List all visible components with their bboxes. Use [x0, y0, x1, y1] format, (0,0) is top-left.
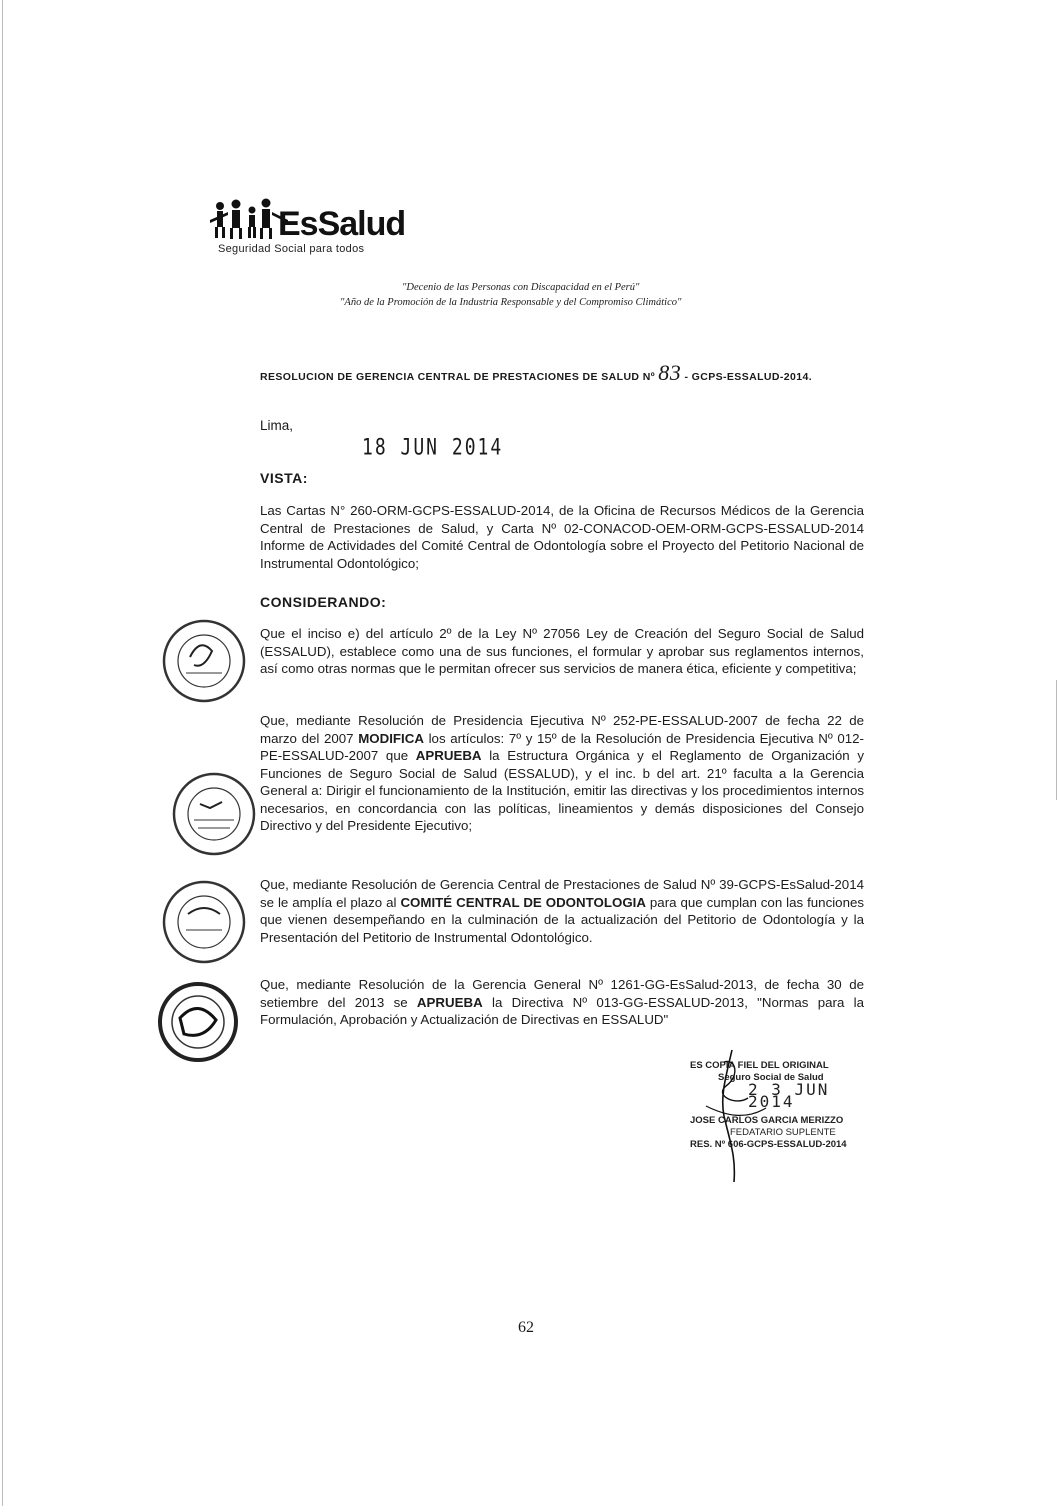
place: Lima, [260, 418, 294, 433]
p3-bold-comite: COMITÉ CENTRAL DE ODONTOLOGIA [400, 894, 646, 910]
considerando-paragraph-4 [260, 976, 864, 1029]
resolution-title-suffix: - GCPS-ESSALUD-2014. [684, 371, 813, 383]
vista-heading: VISTA: [260, 470, 308, 486]
resolution-title [260, 360, 812, 386]
signature-icon [696, 1046, 776, 1186]
certification-line-2: Seguro Social de Salud [718, 1072, 824, 1083]
considerando-paragraph-1: Que el inciso e) del artículo 2º de la Ley Nº 27056 Ley de Creación del Seguro Social de Salud (ESSALUD), establece como una de sus funciones, el formular y aprobar sus reglamentos internos, así como otras normas que le permitan ofrecer sus servicios de manera ética, eficiente y competitiva; [260, 626, 864, 676]
resolution-number: 83 [658, 360, 682, 385]
logo-wordmark: EsSalud [278, 205, 406, 243]
certification-line-5: RES. Nº 606-GCPS-ESSALUD-2014 [690, 1139, 847, 1150]
certification-line-1: ES COPIA FIEL DEL ORIGINAL [690, 1060, 829, 1071]
p2-bold-aprueba: APRUEBA [415, 748, 482, 763]
certification-date: 2 3 JUN 2014 [748, 1080, 830, 1111]
motto-line-2: "Año de la Promoción de la Industria Responsable y del Compromiso Climático" [340, 297, 682, 308]
date-stamp: 18 JUN 2014 [362, 434, 504, 461]
logo-tagline: Seguridad Social para todos [218, 243, 365, 255]
approval-seal-icon [170, 770, 258, 858]
p2-text-c: los artículos: 7º y 15º de la Resolución de Presidencia Ejecutiva Nº 012-PE-ESSALUD-2007 que [260, 730, 864, 763]
approval-seal-icon [154, 978, 242, 1066]
resolution-title-prefix: RESOLUCION DE GERENCIA CENTRAL DE PRESTACIONES DE SALUD Nº [260, 371, 655, 383]
approval-seal-icon [160, 617, 248, 705]
p3-text-a: Que, mediante Resolución de Gerencia Central de Prestaciones de Salud Nº 39-GCPS-EsSalud-2014 se le amplía el plazo al [260, 877, 864, 910]
p4-text-a: Que, mediante Resolución de la Gerencia General Nº 1261-GG-EsSalud-2013, de fecha 30 de setiembre del 2013 se [260, 977, 864, 1010]
certification-line-3: JOSE CARLOS GARCIA MERIZZO [690, 1115, 844, 1126]
approval-seal-icon [160, 878, 248, 966]
considerando-paragraph-3 [260, 876, 864, 946]
considerando-paragraph-2 [260, 712, 864, 835]
scan-edge-left [2, 0, 3, 1506]
p4-text-c: la Directiva Nº 013-GG-ESSALUD-2013, "Normas para la Formulación, Aprobación y Actualización de Directivas en ESSALUD" [260, 994, 864, 1027]
p3-text-c: para que cumplan con las funciones que vienen desempeñando en la culminación de la actualización del Petitorio de Odontología y la Presentación del Petitorio de Instrumental Odontológico. [260, 894, 865, 945]
considerando-heading: CONSIDERANDO: [260, 594, 387, 610]
p2-bold-modifica: MODIFICA [358, 730, 424, 746]
page-number: 62 [518, 1319, 534, 1336]
scan-edge-right [1056, 680, 1057, 800]
certification-line-4: FEDATARIO SUPLENTE [730, 1127, 836, 1138]
p4-bold-aprueba: APRUEBA [416, 994, 483, 1010]
motto-line-1: "Decenio de las Personas con Discapacidad en el Perú" [402, 282, 640, 293]
vista-text: Las Cartas N° 260-ORM-GCPS-ESSALUD-2014, de la Oficina de Recursos Médicos de la Gerencia Central de Prestaciones de Salud, y Carta Nº 02-CONACOD-OEM-ORM-GCPS-ESSALUD-2014 Informe de Actividades del Comité Central de Odontología sobre el Proyecto del Petitorio Nacional de Instrumental Odontológico; [260, 503, 864, 571]
p2-text-a: Que, mediante Resolución de Presidencia Ejecutiva Nº 252-PE-ESSALUD-2007 de fecha 22 de marzo del 2007 [260, 713, 864, 746]
p2-text-e: la Estructura Orgánica y el Reglamento de Organización y Funciones de Seguro Social de Salud (ESSALUD), y el inc. b del art. 21º faculta a la Gerencia General a: Dirigir el funcionamiento de la Institución, emitir las directivas y los procedimientos internos necesarios, en concordancia con las políticas, lineamientos y demás disposiciones del Consejo Directivo y del Presidente Ejecutivo; [260, 748, 864, 833]
